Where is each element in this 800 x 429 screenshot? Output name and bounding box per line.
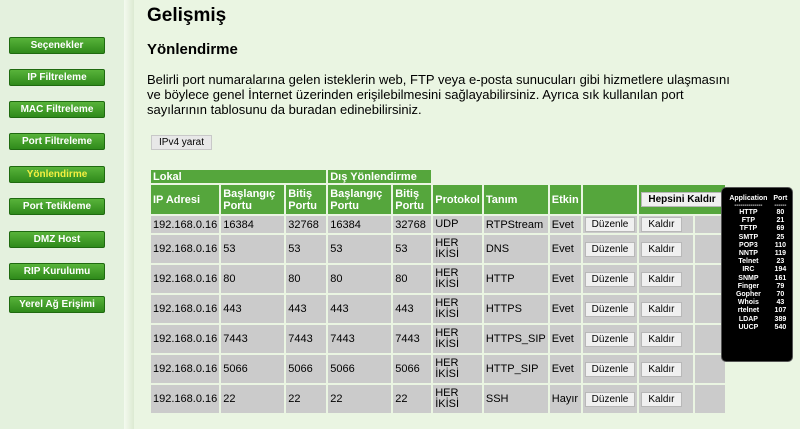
sidebar-item-8[interactable]: Yerel Ağ Erişimi — [9, 296, 105, 313]
cell-spacer — [695, 355, 725, 383]
cell-remove — [639, 385, 692, 413]
col-ext-start-port-header: Başlangıç Portu — [328, 185, 391, 214]
cell-ip: 192.168.0.16 — [151, 216, 219, 233]
cell-protocol — [433, 295, 482, 323]
port-ref-app: Whois — [737, 299, 759, 307]
protocol-line-1: HER — [435, 267, 459, 279]
port-ref-port-separator: ------ — [774, 203, 787, 209]
cell-ext-end-port: 7443 — [393, 325, 431, 353]
port-ref-app: SMTP — [738, 233, 759, 241]
remove-button[interactable]: Kaldır — [641, 332, 681, 347]
cell-start-port: 7443 — [221, 325, 284, 353]
cell-protocol — [433, 385, 482, 413]
port-ref-app: POP3 — [739, 241, 758, 249]
edit-button[interactable]: Düzenle — [585, 302, 636, 317]
col-ip-header: IP Adresi — [151, 185, 219, 214]
port-ref-app-separator: -------------- — [734, 203, 763, 209]
port-ref-port: 110 — [774, 241, 787, 249]
cell-remove — [639, 235, 692, 263]
cell-ip: 192.168.0.16 — [151, 295, 219, 323]
cell-enabled: Hayır — [550, 385, 581, 413]
protocol-line-1: HER — [435, 297, 459, 309]
remove-all-button[interactable]: Hepsini Kaldır — [641, 192, 722, 207]
cell-enabled: Evet — [550, 265, 581, 293]
port-ref-row — [725, 258, 789, 266]
table-row — [151, 325, 725, 353]
port-ref-row — [725, 242, 789, 250]
cell-end-port: 80 — [286, 265, 326, 293]
sidebar-item-0[interactable]: Seçenekler — [9, 37, 105, 54]
remove-button[interactable]: Kaldır — [641, 362, 681, 377]
port-ref-app: Telnet — [738, 258, 759, 266]
cell-ext-end-port: 80 — [393, 265, 431, 293]
cell-description: RTPStream — [484, 216, 548, 233]
cell-ext-end-port: 443 — [393, 295, 431, 323]
sidebar-item-3[interactable]: Port Filtreleme — [9, 133, 105, 150]
edit-button[interactable]: Düzenle — [585, 272, 636, 287]
col-end-port-header: Bitiş Portu — [286, 185, 326, 214]
cell-ext-end-port: 53 — [393, 235, 431, 263]
col-description-header: Tanım — [484, 185, 548, 214]
cell-end-port: 32768 — [286, 216, 326, 233]
port-ref-port: 69 — [776, 225, 785, 233]
table-row — [151, 295, 725, 323]
protocol-line-1: HER — [435, 357, 459, 369]
cell-start-port: 5066 — [221, 355, 284, 383]
cell-protocol — [433, 235, 482, 263]
cell-protocol — [433, 265, 482, 293]
cell-enabled: Evet — [550, 235, 581, 263]
port-ref-app: rtelnet — [737, 307, 760, 315]
port-ref-app: TFTP — [739, 225, 758, 233]
cell-ext-start-port: 443 — [328, 295, 391, 323]
cell-ip: 192.168.0.16 — [151, 235, 219, 263]
group-external-label: Dış Yönlendirme — [328, 170, 431, 183]
port-ref-app: HTTP — [739, 209, 758, 216]
cell-end-port: 22 — [286, 385, 326, 413]
cell-ext-start-port: 16384 — [328, 216, 391, 233]
protocol-line-1: UDP — [435, 218, 459, 230]
sidebar-item-5[interactable]: Port Tetikleme — [9, 198, 105, 215]
cell-ext-end-port: 5066 — [393, 355, 431, 383]
cell-description: HTTP_SIP — [484, 355, 548, 383]
cell-start-port: 443 — [221, 295, 284, 323]
col-remove-header — [639, 185, 724, 214]
cell-remove — [639, 265, 692, 293]
port-ref-row — [725, 283, 789, 291]
protocol-line-1: HER — [435, 237, 459, 249]
col-ext-end-port-header: Bitiş Portu — [393, 185, 431, 214]
sidebar-item-7[interactable]: RIP Kurulumu — [9, 263, 105, 280]
cell-edit — [583, 235, 638, 263]
cell-end-port: 5066 — [286, 355, 326, 383]
cell-ext-start-port: 5066 — [328, 355, 391, 383]
edit-button[interactable]: Düzenle — [585, 362, 636, 377]
port-ref-row — [725, 266, 789, 274]
sidebar-divider — [124, 0, 134, 429]
protocol-line-2: İKİSİ — [435, 278, 460, 290]
table-column-header — [151, 185, 725, 214]
page-title: Gelişmiş — [147, 5, 227, 26]
sidebar-item-1[interactable]: IP Filtreleme — [9, 69, 105, 86]
cell-ip: 192.168.0.16 — [151, 265, 219, 293]
port-ref-row — [725, 217, 789, 225]
table-group-header — [151, 170, 725, 183]
table-row — [151, 265, 725, 293]
col-enabled-header: Etkin — [550, 185, 581, 214]
port-ref-app: SNMP — [738, 274, 759, 282]
remove-button[interactable]: Kaldır — [641, 302, 681, 317]
col-protocol-header: Protokol — [433, 185, 482, 214]
port-ref-port: 119 — [774, 250, 787, 258]
port-ref-row — [725, 209, 789, 217]
protocol-line-1: HER — [435, 387, 459, 399]
cell-end-port: 7443 — [286, 325, 326, 353]
cell-ext-start-port: 22 — [328, 385, 391, 413]
port-ref-app: UUCP — [738, 323, 759, 331]
port-ref-port: 80 — [776, 209, 785, 216]
port-ref-port: 43 — [776, 299, 785, 307]
cell-edit — [583, 265, 638, 293]
edit-button[interactable]: Düzenle — [585, 392, 636, 407]
port-ref-port: 389 — [774, 315, 787, 323]
cell-remove — [639, 355, 692, 383]
group-local-label: Lokal — [151, 170, 326, 183]
cell-enabled: Evet — [550, 325, 581, 353]
edit-button[interactable]: Düzenle — [585, 242, 636, 257]
port-ref-row — [725, 299, 789, 307]
cell-description: DNS — [484, 235, 548, 263]
port-ref-app: LDAP — [738, 315, 758, 323]
port-ref-port: 194 — [774, 266, 787, 274]
port-ref-row — [725, 324, 789, 332]
port-ref-port: 70 — [776, 291, 785, 299]
cell-edit — [583, 216, 638, 233]
cell-description: HTTP — [484, 265, 548, 293]
cell-protocol — [433, 325, 482, 353]
cell-start-port: 16384 — [221, 216, 284, 233]
port-ref-app: Finger — [737, 282, 760, 290]
port-ref-row — [725, 316, 789, 324]
forwarding-table — [149, 168, 727, 415]
port-ref-port: 161 — [774, 274, 787, 282]
port-ref-app: IRC — [742, 266, 755, 274]
port-ref-port: 107 — [774, 307, 787, 315]
port-ref-app: NNTP — [738, 250, 758, 258]
protocol-line-2: İKİSİ — [435, 398, 460, 410]
cell-ext-start-port: 53 — [328, 235, 391, 263]
sidebar-item-2[interactable]: MAC Filtreleme — [9, 101, 105, 118]
cell-enabled: Evet — [550, 295, 581, 323]
cell-enabled: Evet — [550, 355, 581, 383]
table-row — [151, 355, 725, 383]
port-ref-port: 25 — [776, 233, 785, 241]
port-ref-port: 540 — [774, 323, 787, 331]
section-title: Yönlendirme — [147, 41, 238, 58]
cell-protocol — [433, 355, 482, 383]
edit-button[interactable]: Düzenle — [585, 217, 636, 232]
port-ref-row — [725, 307, 789, 315]
protocol-line-2: İKİSİ — [435, 338, 460, 350]
cell-ext-start-port: 80 — [328, 265, 391, 293]
cell-edit — [583, 385, 638, 413]
cell-start-port: 22 — [221, 385, 284, 413]
col-edit-header — [583, 185, 638, 214]
port-reference-box — [721, 187, 793, 362]
cell-description: HTTPS_SIP — [484, 325, 548, 353]
protocol-line-1: HER — [435, 327, 459, 339]
sidebar-item-6[interactable]: DMZ Host — [9, 231, 105, 248]
table-row — [151, 385, 725, 413]
port-ref-row — [725, 291, 789, 299]
cell-enabled: Evet — [550, 216, 581, 233]
cell-ip: 192.168.0.16 — [151, 325, 219, 353]
remove-button[interactable]: Kaldır — [641, 392, 681, 407]
cell-ip: 192.168.0.16 — [151, 355, 219, 383]
page-description: Belirli port numaralarına gelen isteklerin web, FTP veya e-posta sunucuları gibi hizmetlere ulaşmasını ve böylece genel İnternet üzerinden erişilebilmesini sağlayabilirsiniz. Ayrıca sık kullanılan port sayılarının tablosunu da buradan edinebilirsiniz. — [147, 72, 730, 117]
port-ref-port-header: Port — [773, 195, 788, 202]
protocol-line-2: İKİSİ — [435, 308, 460, 320]
port-ref-port: 79 — [776, 282, 785, 290]
cell-ext-start-port: 7443 — [328, 325, 391, 353]
remove-button[interactable]: Kaldır — [641, 272, 681, 287]
port-ref-app: FTP — [741, 217, 756, 225]
create-ipv4-button[interactable]: IPv4 yarat — [151, 135, 212, 150]
table-row — [151, 216, 725, 233]
port-ref-row — [725, 234, 789, 242]
cell-remove — [639, 216, 692, 233]
port-ref-port: 21 — [776, 217, 785, 225]
cell-protocol — [433, 216, 482, 233]
port-ref-app: Gopher — [735, 291, 761, 299]
cell-edit — [583, 295, 638, 323]
cell-description: HTTPS — [484, 295, 548, 323]
cell-end-port: 53 — [286, 235, 326, 263]
port-ref-row — [725, 250, 789, 258]
table-row — [151, 235, 725, 263]
cell-remove — [639, 295, 692, 323]
sidebar-item-4[interactable]: Yönlendirme — [9, 166, 105, 183]
remove-button[interactable]: Kaldır — [641, 217, 681, 232]
cell-ext-end-port: 22 — [393, 385, 431, 413]
edit-button[interactable]: Düzenle — [585, 332, 636, 347]
port-ref-row — [725, 225, 789, 233]
cell-edit — [583, 355, 638, 383]
cell-ip: 192.168.0.16 — [151, 385, 219, 413]
port-ref-row — [725, 275, 789, 283]
cell-remove — [639, 325, 692, 353]
cell-spacer — [695, 385, 725, 413]
port-ref-port: 23 — [776, 258, 785, 266]
cell-start-port: 53 — [221, 235, 284, 263]
port-ref-app-header: Application — [729, 195, 768, 202]
cell-edit — [583, 325, 638, 353]
remove-button[interactable]: Kaldır — [641, 242, 681, 257]
cell-description: SSH — [484, 385, 548, 413]
cell-end-port: 443 — [286, 295, 326, 323]
protocol-line-2: İKİSİ — [435, 248, 460, 260]
cell-ext-end-port: 32768 — [393, 216, 431, 233]
protocol-line-2: İKİSİ — [435, 368, 460, 380]
cell-start-port: 80 — [221, 265, 284, 293]
col-start-port-header: Başlangıç Portu — [221, 185, 284, 214]
